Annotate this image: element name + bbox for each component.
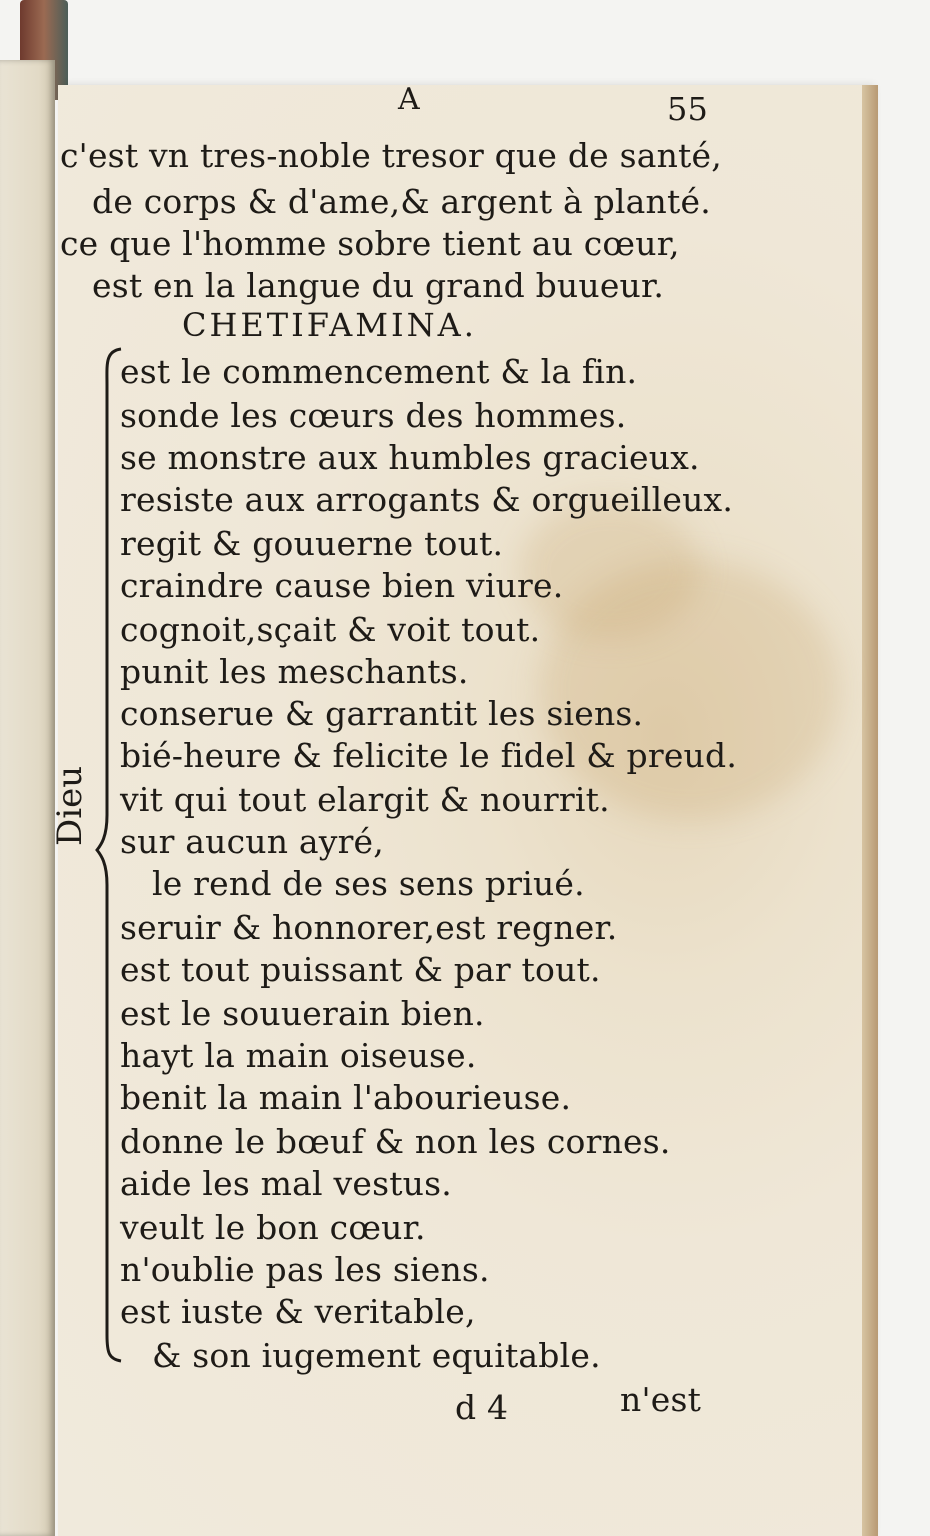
- list-item: sonde les cœurs des hommes.: [120, 396, 627, 435]
- list-item: resiste aux arrogants & orgueilleux.: [120, 480, 734, 519]
- list-item: benit la main l'abourieuse.: [120, 1078, 572, 1117]
- section-title: CHETIFAMINA.: [182, 306, 477, 344]
- list-item: le rend de ses sens priué.: [152, 864, 585, 903]
- verse-line: ce que l'homme sobre tient au cœur,: [60, 224, 680, 263]
- list-item: hayt la main oiseuse.: [120, 1036, 477, 1075]
- verse-line: de corps & d'ame,& argent à planté.: [92, 182, 711, 221]
- list-item: regit & gouuerne tout.: [120, 524, 504, 563]
- facing-page-edge: [0, 60, 55, 1536]
- brace-label: Dieu: [50, 765, 90, 846]
- verse-line: c'est vn tres-noble tresor que de santé,: [60, 136, 722, 175]
- folio-number: 55: [667, 90, 709, 128]
- list-item: est le commencement & la fin.: [120, 352, 638, 391]
- list-item: veult le bon cœur.: [120, 1208, 426, 1247]
- list-item: bié-heure & felicite le fidel & preud.: [120, 736, 738, 775]
- list-item: seruir & honnorer,est regner.: [120, 908, 618, 947]
- list-item: aide les mal vestus.: [120, 1164, 452, 1203]
- list-item: n'oublie pas les siens.: [120, 1250, 490, 1289]
- list-item: cognoit,sçait & voit tout.: [120, 610, 541, 649]
- list-item: vit qui tout elargit & nourrit.: [120, 780, 610, 819]
- verse-line: est en la langue du grand buueur.: [92, 266, 665, 305]
- list-item: est iuste & veritable,: [120, 1292, 476, 1331]
- list-item: & son iugement equitable.: [152, 1336, 601, 1375]
- list-item: conserue & garrantit les siens.: [120, 694, 644, 733]
- list-item: sur aucun ayré,: [120, 822, 384, 861]
- signature-mark: A: [398, 82, 420, 117]
- list-item: est le souuerain bien.: [120, 994, 485, 1033]
- list-item: donne le bœuf & non les cornes.: [120, 1122, 671, 1161]
- catchword: n'est: [620, 1380, 702, 1419]
- list-item: se monstre aux humbles gracieux.: [120, 438, 700, 477]
- list-item: est tout puissant & par tout.: [120, 950, 601, 989]
- signature-line: d 4: [455, 1388, 509, 1427]
- list-item: punit les meschants.: [120, 652, 469, 691]
- page-edge: [862, 85, 878, 1536]
- list-item: craindre cause bien viure.: [120, 566, 564, 605]
